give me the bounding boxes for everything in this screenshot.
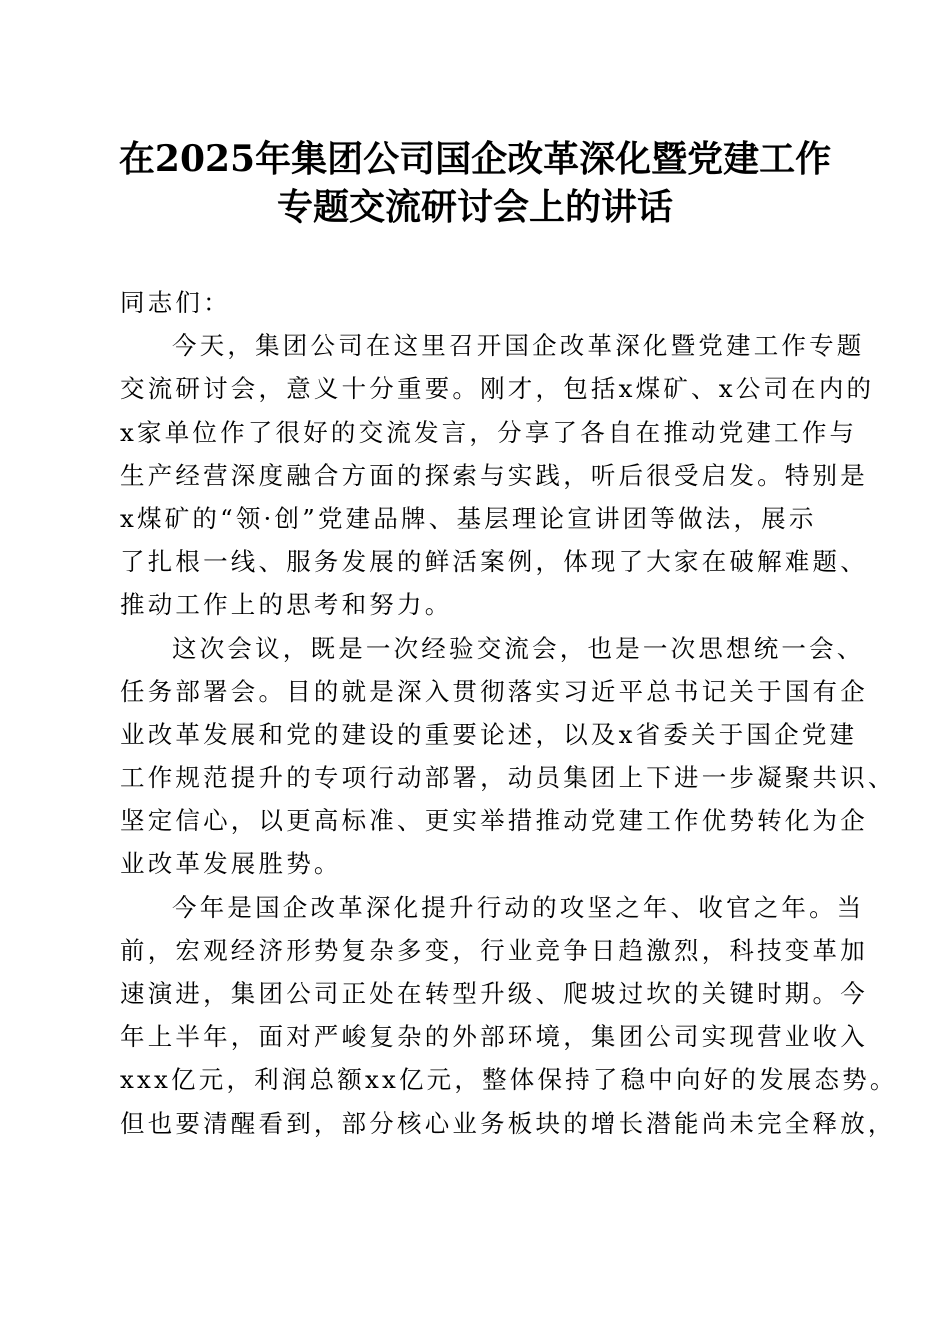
paragraph-3-line: 今年是国企改革深化提升行动的攻坚之年、收官之年。当 [172,892,865,922]
paragraph-2-line: 业改革发展和党的建设的重要论述，以及x省委关于国企党建 [120,719,858,749]
document-title-line-2: 专题交流研讨会上的讲话 [276,186,673,228]
paragraph-2-line: 坚定信心，以更高标准、更实举措推动党建工作优势转化为企 [120,806,868,836]
paragraph-3-line: xxx亿元，利润总额xx亿元，整体保持了稳中向好的发展态势。 [120,1065,898,1095]
paragraph-1-line: x家单位作了很好的交流发言，分享了各自在推动党建工作与 [120,417,858,447]
paragraph-3-line: 前，宏观经济形势复杂多变，行业竞争日趋激烈，科技变革加 [120,935,868,965]
paragraph-1-line: 了扎根一线、服务发展的鲜活案例，体现了大家在破解难题、 [120,547,868,577]
paragraph-3-line: 速演进，集团公司正处在转型升级、爬坡过坎的关键时期。今 [120,979,868,1008]
paragraph-1-line: 交流研讨会，意义十分重要。刚才，包括x煤矿、x公司在内的 [120,374,875,404]
paragraph-1-line: x煤矿的“领·创”党建品牌、基层理论宣讲团等做法，展示 [120,503,817,533]
paragraph-1-line: 生产经营深度融合方面的探索与实践，听后很受启发。特别是 [120,460,868,490]
paragraph-2-line: 工作规范提升的专项行动部署，动员集团上下进一步凝聚共识、 [120,763,896,793]
document-body [120,281,898,1145]
paragraph-2-line: 业改革发展胜势。 [120,849,342,879]
document-title-line-1: 在2025年集团公司国企改革深化暨党建工作 [118,138,832,180]
paragraph-3-line: 年上半年，面对严峻复杂的外部环境，集团公司实现营业收入 [120,1022,868,1052]
paragraph-1-line: 今天，集团公司在这里召开国企改革深化暨党建工作专题 [172,331,865,361]
paragraph-2-line: 任务部署会。目的就是深入贯彻落实习近平总书记关于国有企 [120,676,868,706]
paragraph-2-line: 这次会议，既是一次经验交流会，也是一次思想统一会、 [172,633,865,663]
salutation: 同志们： [120,288,231,317]
paragraph-1-line: 推动工作上的思考和努力。 [120,590,453,620]
paragraph-3-line: 但也要清醒看到，部分核心业务板块的增长潜能尚未完全释放， [120,1108,896,1138]
